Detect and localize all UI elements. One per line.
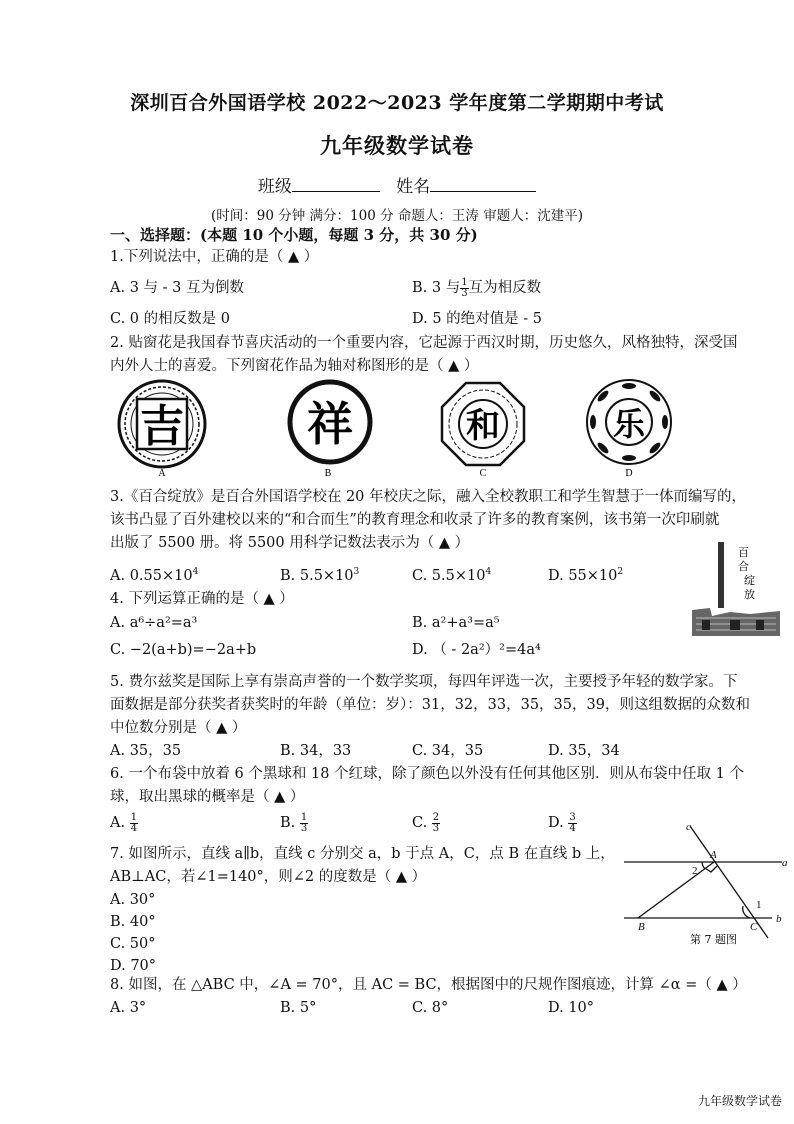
q6-option-d [548,812,577,834]
q1-b-prefix: B. 3 与 [412,280,461,296]
q1-option-b [412,277,541,299]
book-title-char-1: 百 [738,546,749,559]
label-c: c [686,821,691,833]
paper-cut-c-image [442,383,524,478]
q4-option-a: A. a⁶÷a²=a³ [110,615,198,631]
q6-d-label: D. [548,815,564,831]
window-char-c: 和 [466,406,500,446]
angle-2-arc [702,862,705,869]
q8-option-a: A. 3° [110,1000,147,1016]
q2-window-figures [110,378,710,478]
figure-label-b: B [324,468,332,478]
fraction-denominator: 3 [461,287,468,299]
label-point-a: A [710,849,717,861]
window-char-b: 祥 [307,397,353,451]
q1-option-c: C. 0 的相反数是 0 [110,311,230,327]
q6-a-label: A. [110,815,126,831]
label-b: b [776,913,782,925]
q8-option-d: D. 10° [548,1000,595,1016]
q5-option-c: C. 34，35 [412,743,484,759]
q3-d-text: D. 55×10 [548,567,618,584]
q4-option-b: B. a²+a³=a⁵ [412,615,500,631]
q5-stem-line3: 中位数分别是（ ▲ ） [110,720,247,736]
class-blank[interactable] [292,175,380,192]
name-blank[interactable] [430,175,536,192]
q2-stem-line1: 2. 贴窗花是我国春节喜庆活动的一个重要内容，它起源于西汉时期，历史悠久，风格独特，深受国 [110,335,738,351]
q1-stem: 1.下列说法中，正确的是（ ▲ ） [110,249,319,265]
q6-option-a [110,812,138,834]
fraction-numerator: 2 [432,811,440,823]
q7-stem-line1: 7. 如图所示，直线 a∥b，直线 c 分别交 a，b 于点 A，C，点 B 在直线 b 上， [110,846,615,862]
q1-option-a: A. 3 与 - 3 互为倒数 [110,280,244,296]
q5-option-b: B. 34，33 [280,743,352,759]
q7-geometry-figure [612,820,792,950]
q7-option-a: A. 30° [110,892,156,908]
figure-label-a: A [158,468,166,478]
q3-c-text: C. 5.5×10 [412,567,486,584]
q6-option-b [280,812,308,834]
q8-option-c: C. 8° [412,1000,449,1016]
q6-b-fraction [300,813,308,834]
q3-d-exponent: 2 [617,567,624,577]
q3-c-exponent: 4 [485,567,492,577]
q5-stem-line2: 面数据是部分获奖者获奖时的年龄（单位：岁）：31，32，33，35，35，39，则这组数据的众数和 [110,697,750,713]
q5-option-a: A. 35，35 [110,743,182,759]
exam-meta: (时间：90 分钟 满分：100 分 命题人：王涛 审题人：沈建平) [211,208,583,224]
q5-option-d: D. 35，34 [548,743,620,759]
book-title-char-4: 放 [744,588,755,601]
q3-b-text: B. 5.5×10 [280,567,354,584]
q1-b-suffix: 互为相反数 [468,280,542,296]
fraction-numerator: 1 [130,811,138,823]
q6-c-fraction [432,813,440,834]
label-angle-2: 2 [692,865,698,877]
section-heading: 一、选择题：(本题 10 个小题，每题 3 分，共 30 分) [110,226,478,244]
name-label: 姓名 [396,177,431,197]
q4-option-c: C. −2(a+b)=−2a+b [110,642,257,658]
fraction-denominator: 4 [569,822,576,834]
q7-stem-line2: AB⊥AC，若∠1=140°，则∠2 的度数是（ ▲ ） [110,869,427,885]
q6-c-label: C. [412,815,428,831]
q3-option-c [412,561,491,587]
paper-cut-b-image [290,382,370,478]
label-point-b: B [638,921,645,933]
q6-b-label: B. [280,815,296,831]
q3-option-b [280,561,359,587]
q7-option-b: B. 40° [110,914,156,930]
fraction-numerator: 1 [300,811,308,823]
q7-option-c: C. 50° [110,936,156,952]
q3-stem-line1: 3.《百合绽放》是百合外国语学校在 20 年校庆之际，融入全校教职工和学生智慧于一体而编写的， [110,489,746,505]
book-cover-image [690,538,782,638]
exam-title: 深圳百合外国语学校 2022～2023 学年度第二学期期中考试 [130,92,664,114]
fraction-denominator: 4 [130,822,138,834]
q4-stem: 4. 下列运算正确的是（ ▲ ） [110,591,294,607]
label-point-c: C [750,921,758,933]
q3-stem-line2: 该书凸显了百外建校以来的“和合而生”的教育理念和收录了许多的教育案例，该书第一次印刷就 [110,512,720,528]
label-angle-1: 1 [756,899,762,911]
q8-stem: 8. 如图，在 △ABC 中，∠A = 70°，且 AC = BC，根据图中的尺规作图痕迹，计算 ∠α =（ ▲ ） [110,977,747,993]
paper-cut-a-image [119,381,205,478]
figure-label-d: D [625,468,633,478]
paper-cut-d-image [587,380,671,478]
figure-label-c: C [479,468,487,478]
q1-option-d: D. 5 的绝对值是 - 5 [412,311,543,327]
q3-a-text: A. 0.55×10 [110,567,193,584]
q6-a-fraction [130,813,138,834]
q6-d-fraction [568,813,576,834]
q2-stem-line2: 内外人士的喜爱。下列窗花作品为轴对称图形的是（ ▲ ） [110,358,479,374]
q7-option-d: D. 70° [110,958,157,974]
label-a: a [782,857,788,869]
window-char-a: 吉 [140,401,184,452]
window-char-d: 乐 [612,405,646,443]
student-info-line [0,172,794,197]
q7-figure-caption: 第 7 题图 [690,933,737,946]
q6-option-c [412,812,440,834]
q5-stem-line1: 5. 费尔兹奖是国际上享有崇高声誉的一个数学奖项，每四年评选一次，主要授予年轻的数学家。下 [110,674,738,690]
page-footer: 九年级数学试卷 [697,1094,782,1108]
q6-stem-line2: 球，取出黑球的概率是（ ▲ ） [110,789,305,805]
q8-option-b: B. 5° [280,1000,317,1016]
q3-b-exponent: 3 [353,567,360,577]
fraction-denominator: 3 [300,822,308,834]
class-label: 班级 [257,177,292,197]
q3-stem-line3: 出版了 5500 册。将 5500 用科学记数法表示为（ ▲ ） [110,535,470,551]
segment-ab [638,862,714,918]
fraction-denominator: 3 [432,822,440,834]
book-title-char-2: 合 [738,560,749,573]
q1-b-fraction [460,278,468,299]
fraction-numerator: 1 [461,276,468,288]
exam-subtitle: 九年级数学试卷 [320,133,474,158]
fraction-numerator: 3 [569,811,576,823]
q6-stem-line1: 6. 一个布袋中放着 6 个黑球和 18 个红球，除了颜色以外没有任何其他区别．则从布袋中任取 1 个 [110,766,744,782]
q3-option-a [110,561,198,587]
book-title-char-3: 绽 [744,574,755,587]
q3-a-exponent: 4 [192,567,199,577]
q4-option-d: D. （ - 2a²）²=4a⁴ [412,642,541,658]
q3-option-d [548,561,623,587]
